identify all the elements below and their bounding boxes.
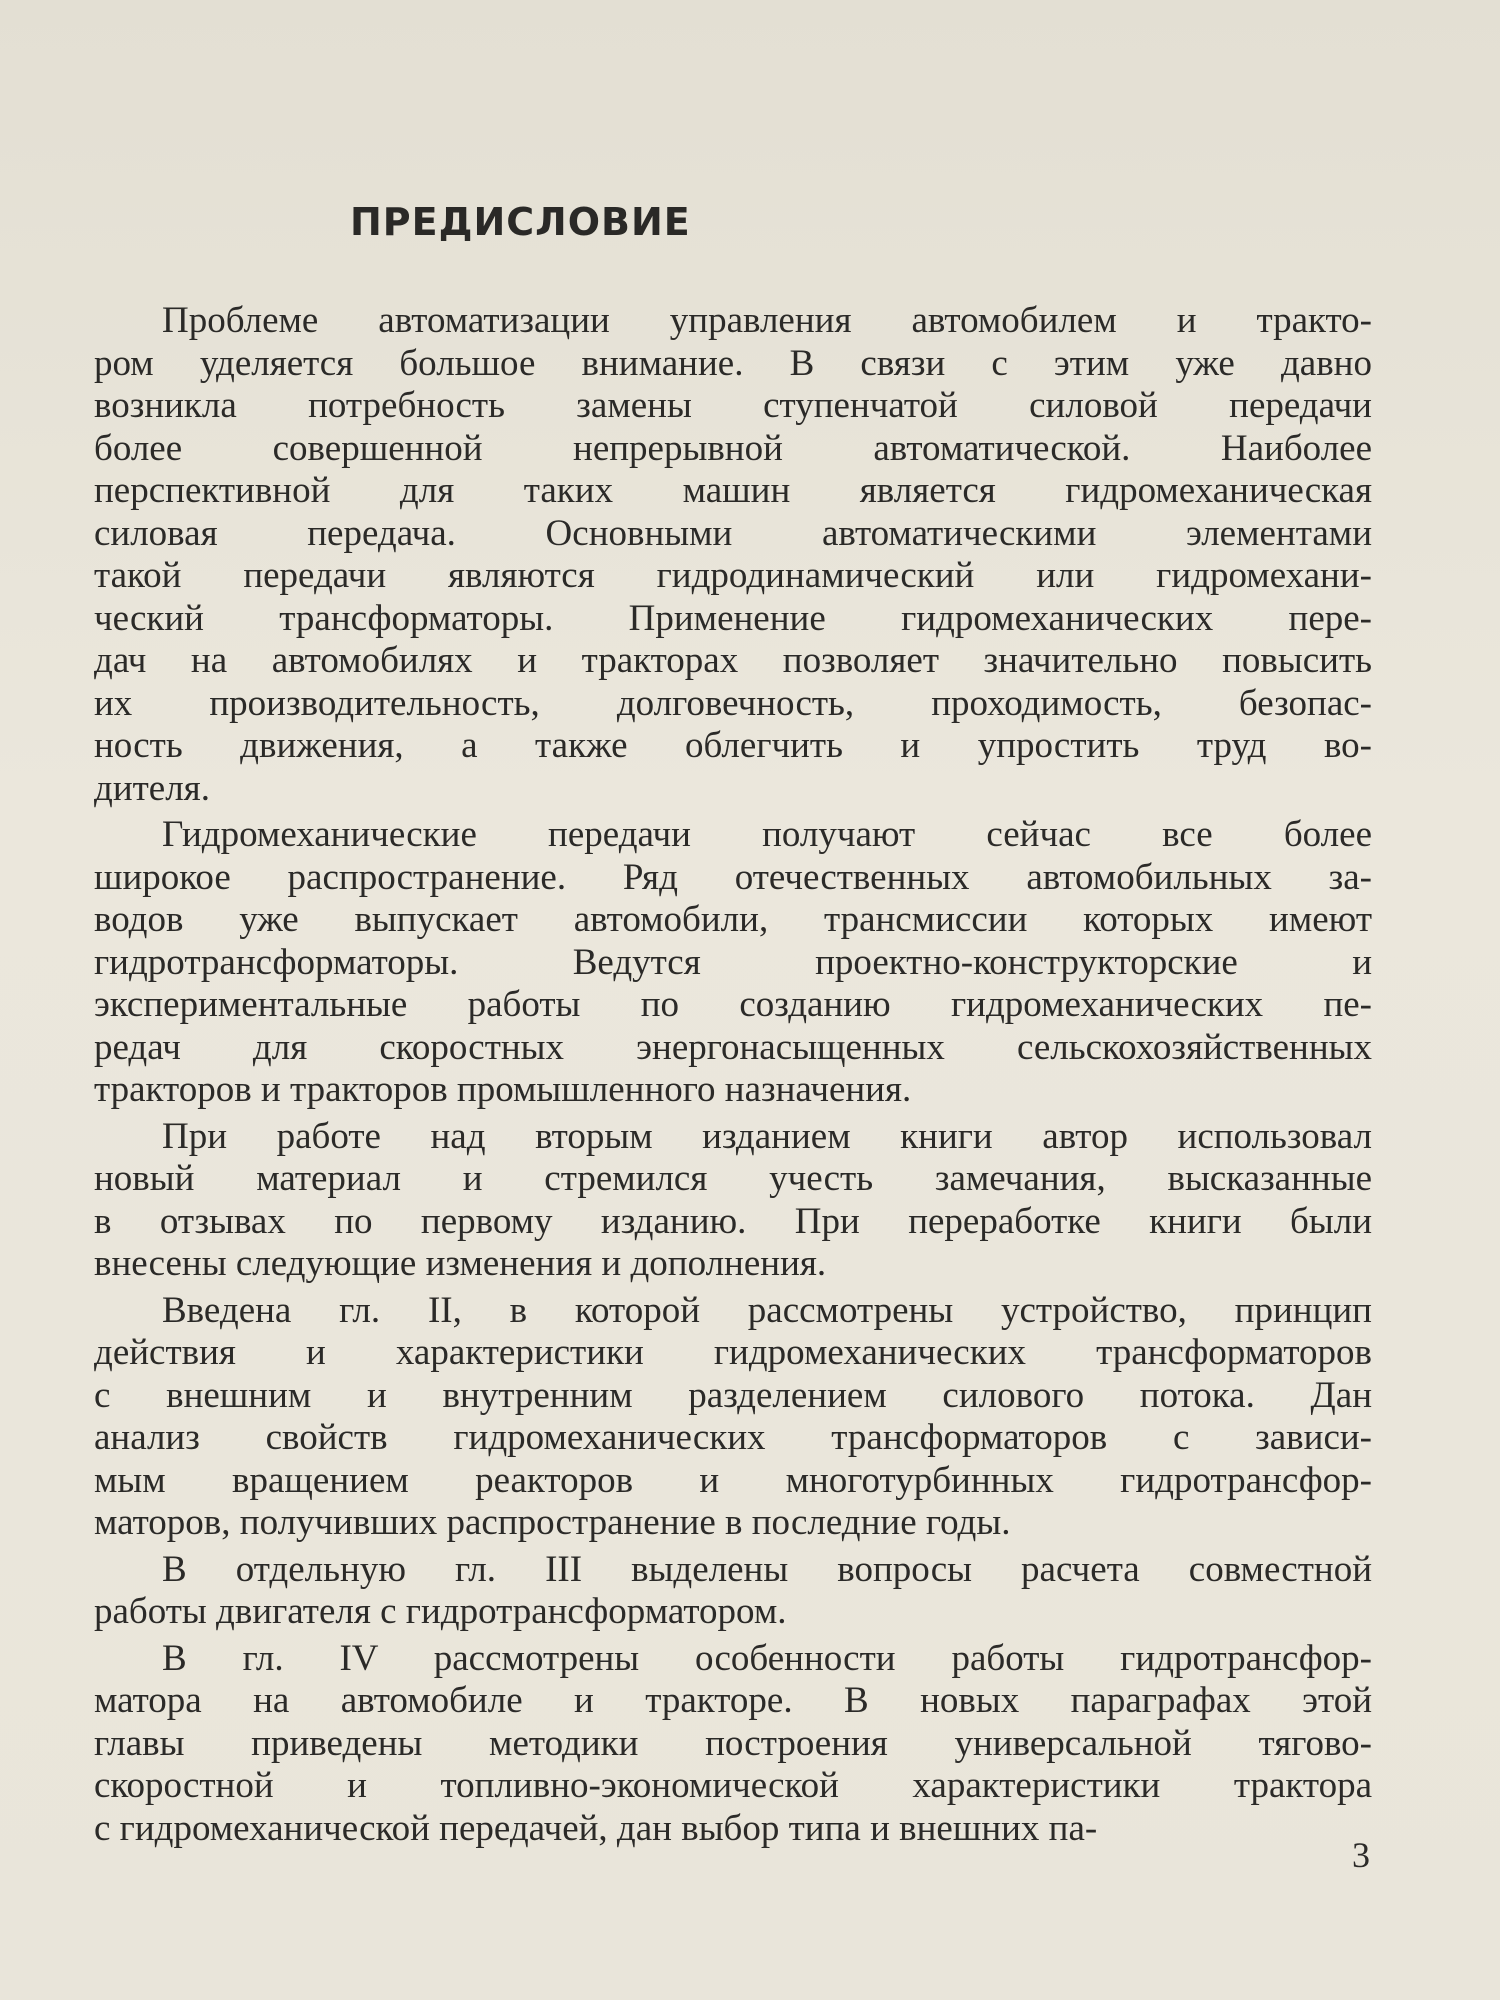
text-line: с гидромеханической передачей, дан выбор типа и внешних па- — [94, 1807, 1098, 1849]
page-number: 3 — [1352, 1835, 1370, 1875]
paragraph — [94, 300, 1372, 810]
text-line: Проблеме автоматизации управления автомобилем и тракто- — [162, 300, 1372, 341]
paragraph — [94, 1638, 1372, 1851]
text-line: ром уделяется большое внимание. В связи с этим уже давно — [94, 342, 1372, 384]
text-line: действия и характеристики гидромеханических трансформаторов — [94, 1332, 1372, 1373]
text-line: новый материал и стремился учесть замечания, высказанные — [94, 1158, 1372, 1199]
text-line: силовая передача. Основными автоматическими элементами — [94, 512, 1372, 554]
text-line: Введена гл. II, в которой рассмотрены устройство, принцип — [162, 1289, 1372, 1331]
page-title: ПРЕДИСЛОВИЕ — [350, 200, 691, 244]
text-line: их производительность, долговечность, проходимость, безопас- — [94, 682, 1372, 724]
text-line: главы приведены методики построения универсальной тягово- — [94, 1722, 1372, 1764]
text-line: перспективной для таких машин является гидромеханическая — [94, 470, 1372, 511]
text-line: возникла потребность замены ступенчатой силовой передачи — [94, 385, 1372, 426]
paragraph — [94, 1290, 1372, 1545]
text-line: При работе над вторым изданием книги автор использовал — [162, 1115, 1372, 1157]
text-line: В гл. IV рассмотрены особенности работы гидротрансфор- — [162, 1637, 1372, 1679]
text-line: с внешним и внутренним разделением силового потока. Дан — [94, 1374, 1372, 1416]
text-line: анализ свойств гидромеханических трансформаторов с зависи- — [94, 1417, 1372, 1458]
text-line: мым вращением реакторов и многотурбинных гидротрансфор- — [94, 1459, 1372, 1501]
text-line: работы двигателя с гидротрансформатором. — [94, 1591, 787, 1632]
text-line: ность движения, а также облегчить и упростить труд во- — [94, 725, 1372, 766]
paragraph — [94, 1116, 1372, 1286]
text-line: редач для скоростных энергонасыщенных сельскохозяйственных — [94, 1026, 1372, 1068]
text-line: водов уже выпускает автомобили, трансмиссии которых имеют — [94, 899, 1372, 940]
text-line: маторов, получивших распространение в последние годы. — [94, 1502, 1011, 1543]
text-line: более совершенной непрерывной автоматической. Наиболее — [94, 427, 1372, 469]
text-line: экспериментальные работы по созданию гидромеханических пе- — [94, 984, 1372, 1025]
paragraph — [94, 814, 1372, 1112]
text-line: В отдельную гл. III выделены вопросы расчета совместной — [162, 1548, 1372, 1590]
text-line: широкое распространение. Ряд отечественных автомобильных за- — [94, 856, 1372, 898]
text-line: дач на автомобилях и тракторах позволяет значительно повысить — [94, 640, 1372, 681]
text-line: дителя. — [94, 767, 210, 809]
text-line: гидротрансформаторы. Ведутся проектно-конструкторские и — [94, 941, 1372, 983]
paragraph — [94, 1549, 1372, 1634]
text-line: ческий трансформаторы. Применение гидромеханических пере- — [94, 597, 1372, 639]
text-line: скоростной и топливно-экономической характеристики трактора — [94, 1765, 1372, 1806]
text-line: Гидромеханические передачи получают сейчас все более — [162, 814, 1372, 855]
text-line: матора на автомобиле и тракторе. В новых параграфах этой — [94, 1680, 1372, 1721]
text-line: такой передачи являются гидродинамический или гидромехани- — [94, 555, 1372, 596]
text-line: внесены следующие изменения и дополнения. — [94, 1243, 827, 1284]
text-line: тракторов и тракторов промышленного назначения. — [94, 1069, 912, 1110]
body-text — [94, 300, 1372, 1854]
text-line: в отзывах по первому изданию. При переработке книги были — [94, 1200, 1372, 1242]
